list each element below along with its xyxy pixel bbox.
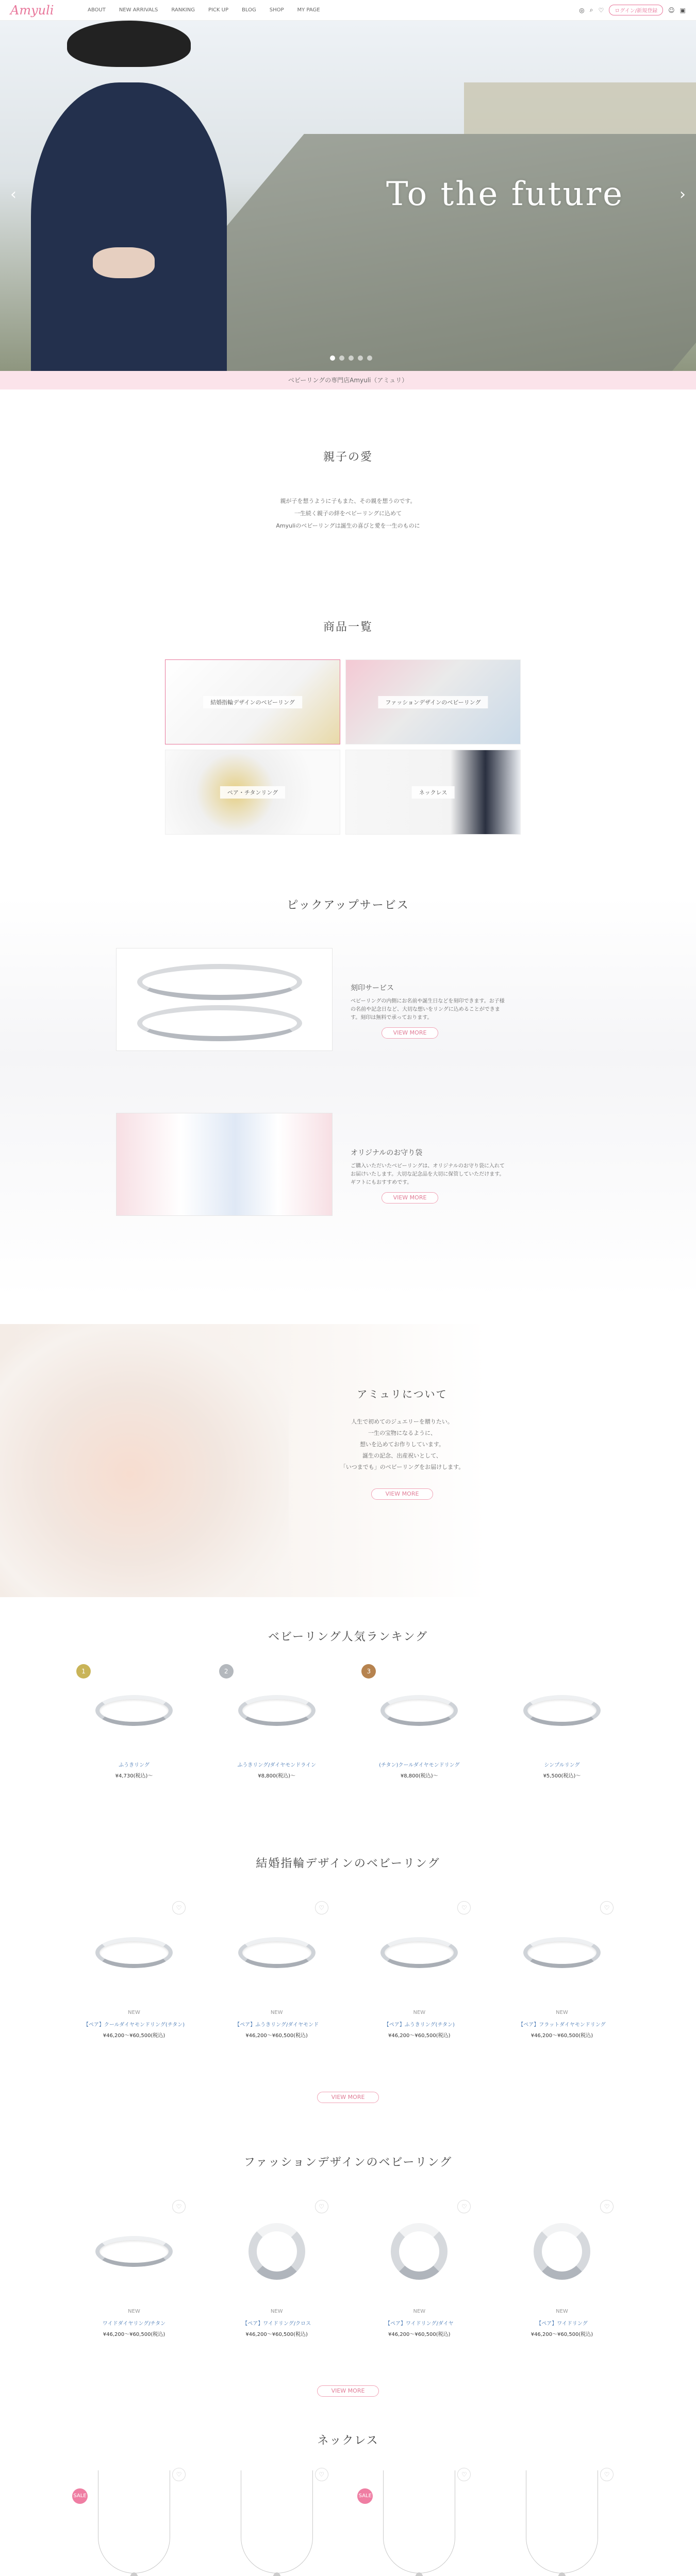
section-title: ファッションデザインのベビーリング xyxy=(243,2156,453,2169)
site-logo[interactable]: Amyuli xyxy=(10,3,54,18)
about-line: 一生の宝物になるように、 xyxy=(368,1430,436,1436)
slider-dot[interactable] xyxy=(367,355,372,361)
product-price: ¥46,200～¥60,500(税込) xyxy=(531,2033,593,2039)
cart-icon[interactable]: ▣ xyxy=(680,6,686,14)
products-section xyxy=(0,618,696,796)
product-price: ¥46,200～¥60,500(税込) xyxy=(388,2332,451,2337)
product-name[interactable]: 【ペア】ふうきリング(チタン) xyxy=(384,2022,455,2028)
product-name[interactable]: ふうきリング xyxy=(119,1762,150,1768)
product-price: ¥46,200～¥60,500(税込) xyxy=(388,2033,451,2039)
product-tag: NEW xyxy=(556,2309,568,2314)
pickup-title: オリジナルのお守り袋 xyxy=(351,1149,423,1157)
product-name[interactable]: 【ペア】ワイドリング/クロス xyxy=(242,2321,311,2327)
section-title: 商品一覧 xyxy=(323,621,373,634)
product-image xyxy=(357,1901,481,2004)
product-image xyxy=(215,2468,339,2576)
wedding-design-section xyxy=(0,1855,696,2100)
product-name[interactable]: 【ペア】ワイドリング/ダイヤ xyxy=(385,2321,454,2327)
fashion-design-section xyxy=(0,2154,696,2394)
slider-dots xyxy=(330,355,372,361)
product-card[interactable] xyxy=(72,1664,196,1779)
product-image xyxy=(72,1664,196,1757)
search-icon[interactable]: ⌕ xyxy=(589,6,593,13)
necklace-section xyxy=(0,2432,696,2499)
nav-item[interactable]: BLOG xyxy=(242,7,256,13)
product-card[interactable] xyxy=(72,2468,196,2576)
category-label: ネックレス xyxy=(412,786,455,799)
favorite-heart-icon[interactable]: ♡ xyxy=(600,2200,614,2213)
section-title: 親子の愛 xyxy=(323,451,373,464)
hero-person-coat xyxy=(31,82,227,371)
pickup-section xyxy=(0,896,696,1298)
site-header xyxy=(0,0,696,21)
love-line: 親が子を想うように子もまた、その親を想うのです。 xyxy=(280,498,416,504)
product-price: ¥8,800(税込)～ xyxy=(258,1773,296,1779)
nav-item[interactable]: ABOUT xyxy=(88,7,106,13)
product-card[interactable] xyxy=(215,1901,339,2039)
product-name[interactable]: ふうきリング/ダイヤモンドライン xyxy=(237,1762,316,1768)
product-image xyxy=(215,1664,339,1757)
favorite-heart-icon[interactable]: ♡ xyxy=(457,2200,471,2213)
product-card[interactable] xyxy=(72,1901,196,2039)
pickup-desc: ご購入いただいたベビーリングは、オリジナルのお守り袋に入れてお届けいたします。大切な記念品を大切に保管していただけます。ギフトにもおすすめです。 xyxy=(351,1163,505,1185)
favorite-heart-icon[interactable]: ♡ xyxy=(172,2200,186,2213)
category-label: 結婚指輪デザインのベビーリング xyxy=(203,696,302,708)
product-tag: NEW xyxy=(128,2309,140,2314)
slider-dot[interactable] xyxy=(349,355,354,361)
nav-item[interactable]: RANKING xyxy=(171,7,195,13)
view-more-button[interactable]: VIEW MORE xyxy=(317,2092,379,2103)
header-icons xyxy=(579,5,686,15)
product-price: ¥46,200～¥60,500(税込) xyxy=(103,2332,165,2337)
nav-item[interactable]: MY PAGE xyxy=(297,7,320,13)
category-card[interactable] xyxy=(345,659,521,744)
product-name[interactable]: シンプルリング xyxy=(544,1762,580,1768)
hero-person-hair xyxy=(67,21,191,67)
category-card[interactable] xyxy=(165,750,340,835)
product-image xyxy=(500,2468,624,2576)
slider-dot[interactable] xyxy=(330,355,335,361)
category-card[interactable] xyxy=(165,659,340,744)
product-card[interactable] xyxy=(357,2468,481,2576)
product-price: ¥5,500(税込)～ xyxy=(543,1773,581,1779)
baby-image xyxy=(0,1324,289,1597)
product-image xyxy=(72,2200,196,2303)
hero-slider xyxy=(0,21,696,371)
category-label: ファッションデザインのベビーリング xyxy=(378,696,488,708)
section-title: ベビーリング人気ランキング xyxy=(268,1631,428,1643)
view-more-button[interactable]: VIEW MORE xyxy=(382,1192,438,1204)
user-icon[interactable]: ☺ xyxy=(668,6,675,14)
favorite-heart-icon[interactable]: ♡ xyxy=(172,2468,186,2481)
pickup-desc: ベビーリングの内側にお名前や誕生日などを刻印できます。お子様の名前や記念日など、大切な想いをリングに込めることができます。刻印は無料で承っております。 xyxy=(351,998,505,1021)
product-category-grid xyxy=(165,659,521,835)
nav-item[interactable]: NEW ARRIVALS xyxy=(119,7,158,13)
slider-dot[interactable] xyxy=(358,355,363,361)
product-image xyxy=(357,2200,481,2303)
product-price: ¥8,800(税込)～ xyxy=(400,1773,438,1779)
ranking-list xyxy=(72,1664,624,1779)
product-image xyxy=(215,2200,339,2303)
about-section xyxy=(0,1324,696,1597)
instagram-icon[interactable]: ◎ xyxy=(579,6,585,14)
about-text xyxy=(299,1386,505,1500)
product-tag: NEW xyxy=(128,2010,140,2015)
login-button[interactable]: ログイン/新規登録 xyxy=(609,5,663,15)
product-image xyxy=(357,2468,481,2576)
about-line: 「いつまでも」のベビーリングをお届けします。 xyxy=(340,1464,465,1470)
product-price: ¥46,200～¥60,500(税込) xyxy=(245,2332,308,2337)
favorite-heart-icon[interactable]: ♡ xyxy=(315,2468,328,2481)
product-card[interactable] xyxy=(357,1901,481,2039)
product-card[interactable] xyxy=(500,1901,624,2039)
product-card[interactable] xyxy=(357,1664,481,1779)
pickup-text xyxy=(351,1149,505,1204)
love-section xyxy=(0,448,696,532)
product-tag: NEW xyxy=(270,2010,283,2015)
product-tag: NEW xyxy=(413,2309,426,2314)
product-card[interactable] xyxy=(215,2468,339,2576)
product-card[interactable] xyxy=(500,1664,624,1779)
product-name[interactable]: 【ペア】ふうきリング/ダイヤモンド xyxy=(235,2022,319,2028)
rank-badge: 3 xyxy=(361,1664,376,1679)
hero-tagline: To the future xyxy=(386,175,624,213)
rank-badge: 1 xyxy=(76,1664,91,1679)
product-name[interactable]: ワイドダイヤリング/チタン xyxy=(102,2321,166,2327)
nav-item[interactable]: PICK UP xyxy=(208,7,229,13)
product-card[interactable] xyxy=(500,2200,624,2337)
hero-person-hand xyxy=(93,247,155,278)
product-price: ¥46,200～¥60,500(税込) xyxy=(245,2033,308,2039)
favorite-heart-icon[interactable]: ♡ xyxy=(457,1901,471,1914)
sale-badge: SALE xyxy=(72,2488,88,2504)
section-title: ピックアップサービス xyxy=(287,899,409,912)
ring-image xyxy=(137,1005,302,1041)
product-price: ¥46,200～¥60,500(税込) xyxy=(531,2332,593,2337)
about-line: 誕生の記念、出産祝いとして、 xyxy=(362,1452,442,1459)
product-tag: NEW xyxy=(556,2010,568,2015)
view-more-button[interactable]: VIEW MORE xyxy=(371,1488,433,1500)
slider-prev-icon[interactable]: ‹ xyxy=(10,185,16,204)
product-list xyxy=(72,2200,624,2337)
product-name[interactable]: (チタン)クールダイヤモンドリング xyxy=(379,1762,460,1768)
section-title: アミュリについて xyxy=(357,1388,448,1400)
favorite-heart-icon[interactable]: ♡ xyxy=(600,1901,614,1914)
slider-next-icon[interactable]: › xyxy=(680,185,686,204)
product-name[interactable]: 【ペア】フラットダイヤモンドリング xyxy=(518,2022,606,2028)
section-title: 結婚指輪デザインのベビーリング xyxy=(256,1857,440,1870)
ranking-section xyxy=(0,1628,696,1779)
section-title: ネックレス xyxy=(317,2434,379,2447)
product-card[interactable] xyxy=(72,2200,196,2337)
product-price: ¥46,200～¥60,500(税込) xyxy=(103,2033,165,2039)
favorite-heart-icon[interactable]: ♡ xyxy=(172,1901,186,1914)
sale-badge: SALE xyxy=(357,2488,373,2504)
favorite-heart-icon[interactable]: ♡ xyxy=(315,1901,328,1914)
product-name[interactable]: 【ペア】クールダイヤモンドリング(チタン) xyxy=(83,2022,185,2028)
product-card[interactable] xyxy=(215,1664,339,1779)
shop-banner: ベビーリングの専門店Amyuli（アミュリ） xyxy=(0,371,696,389)
view-more-button[interactable]: VIEW MORE xyxy=(382,1027,438,1039)
product-image xyxy=(500,2200,624,2303)
product-tag: NEW xyxy=(413,2010,426,2015)
product-list xyxy=(72,1901,624,2039)
ring-image xyxy=(137,964,302,1000)
favorite-heart-icon[interactable]: ♡ xyxy=(600,2468,614,2481)
main-nav xyxy=(88,7,579,13)
rank-badge: 2 xyxy=(219,1664,234,1679)
product-tag: NEW xyxy=(270,2309,283,2314)
category-card[interactable] xyxy=(345,750,521,835)
product-image xyxy=(500,1664,624,1757)
favorite-heart-icon[interactable]: ♡ xyxy=(315,2200,328,2213)
product-card[interactable] xyxy=(500,2468,624,2576)
category-label: ペア・チタンリング xyxy=(220,786,285,799)
product-price: ¥4,730(税込)～ xyxy=(115,1773,153,1779)
pickup-image-engraving[interactable] xyxy=(116,948,333,1051)
pickup-text xyxy=(351,984,505,1039)
about-line: 想いを込めてお作りしています。 xyxy=(359,1441,445,1448)
about-line: 人生で初めてのジュエリーを贈りたい。 xyxy=(351,1418,453,1425)
product-list xyxy=(72,2468,624,2576)
love-line: Amyuliのベビーリングは誕生の喜びと愛を一生のものに xyxy=(276,522,420,529)
favorite-heart-icon[interactable]: ♡ xyxy=(457,2468,471,2481)
product-image xyxy=(72,2468,196,2576)
product-card[interactable] xyxy=(215,2200,339,2337)
view-more-button[interactable]: VIEW MORE xyxy=(317,2385,379,2397)
slider-dot[interactable] xyxy=(339,355,344,361)
pickup-title: 刻印サービス xyxy=(351,984,394,992)
product-name[interactable]: 【ペア】ワイドリング xyxy=(536,2321,588,2327)
product-image xyxy=(357,1664,481,1757)
product-card[interactable] xyxy=(357,2200,481,2337)
product-image xyxy=(500,1901,624,2004)
product-image xyxy=(72,1901,196,2004)
nav-item[interactable]: SHOP xyxy=(269,7,284,13)
love-line: 一生続く親子の絆をベビーリングに込めて xyxy=(294,510,402,517)
pickup-image-omamori[interactable] xyxy=(116,1113,333,1216)
product-image xyxy=(215,1901,339,2004)
favorite-icon[interactable]: ♡ xyxy=(598,6,604,14)
